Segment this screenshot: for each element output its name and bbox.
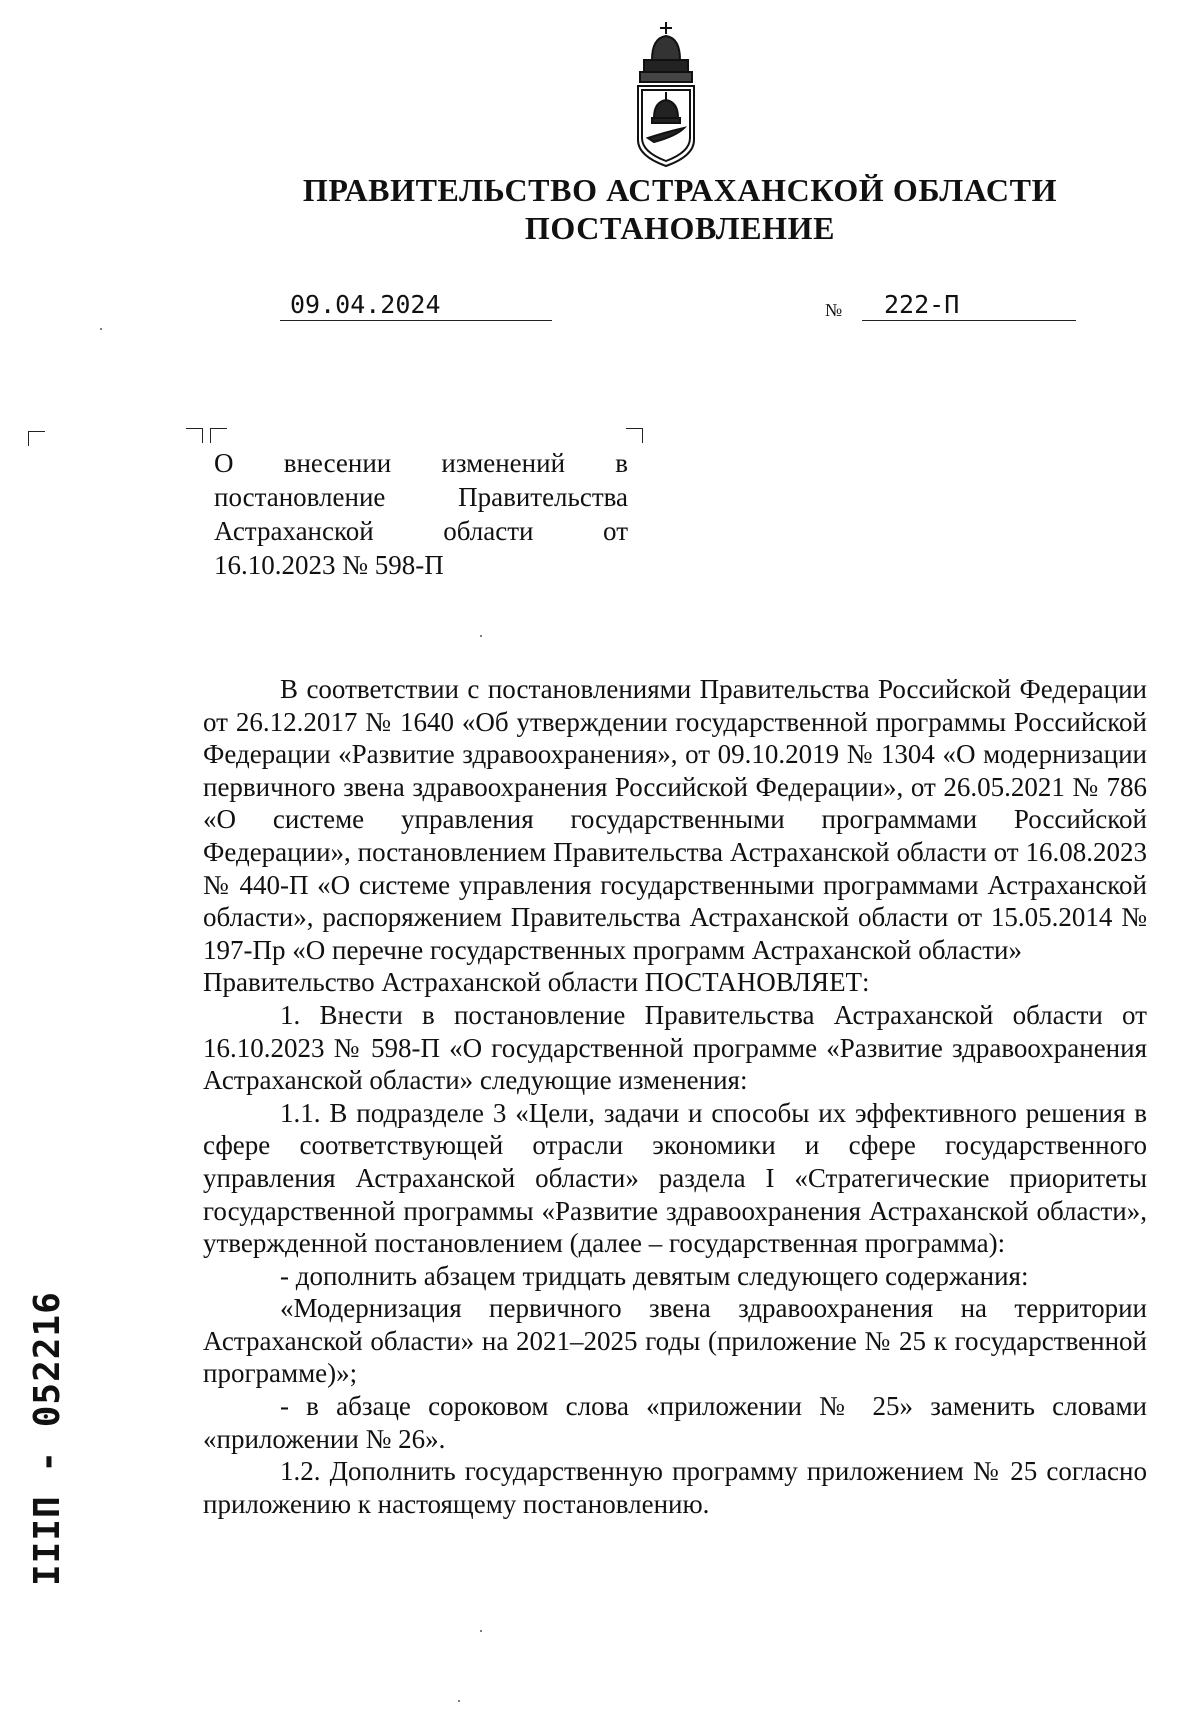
scan-speck — [480, 635, 482, 637]
preamble-paragraph: В соответствии с постановлениями Правительства Российской Федерации от 26.12.2017 № 1640 «Об утверждении государственной программы Российской Федерации «Развитие здравоохранения», от 09.10.2019 № 1304 «О модернизации первичного звена здравоохранения Российской Федерации», от 26.05.2021 № 786 «О системе управления государственными программами Российской Федерации», постановлением Правительства Астраханской области от 16.08.2023 № 440-П «О системе управления государственными программами Астраханской области», распоряжением Правительства Астраханской области от 15.05.2014 № 197-Пр «О перечне государственных программ Астраханской области» — [203, 674, 1147, 965]
item-1-1-paragraph: 1.1. В подразделе 3 «Цели, задачи и способы их эффективного решения в сфере соответствующей отрасли экономики и сфере государственного управления Астраханской области» раздела I «Стратегические приоритеты государственной программы «Развитие здравоохранения Астраханской области», утвержденной постановлением (далее – государственная программа): — [203, 1097, 1147, 1259]
number-sign: № — [825, 300, 843, 320]
document-type-title: ПОСТАНОВЛЕНИЕ — [524, 210, 836, 246]
item-1-2-paragraph: 1.2. Дополнить государственную программу приложением № 25 согласно приложению к настоящему постановлению. — [203, 1456, 1147, 1519]
item-1-paragraph: 1. Внести в постановление Правительства Астраханской области от 16.10.2023 № 598-П «О государственной программе «Развитие здравоохранения Астраханской области» следующие изменения: — [203, 999, 1147, 1096]
document-date: 09.04.2024 — [290, 290, 441, 319]
scan-speck — [100, 328, 102, 330]
amendment-quote: «Модернизация первичного звена здравоохранения на территории Астраханской области» на 2021–2025 годы (приложение № 25 к государственной программе)»; — [203, 1293, 1147, 1389]
date-underline — [280, 320, 552, 321]
document-number: 222-П — [884, 290, 960, 319]
organization-title: ПРАВИТЕЛЬСТВО АСТРАХАНСКОЙ ОБЛАСТИ — [302, 172, 1058, 208]
resolution-statement: Правительство Астраханской области ПОСТАНОВЛЯЕТ: — [203, 967, 870, 998]
scan-speck — [480, 1630, 482, 1632]
document-body — [203, 673, 1147, 1520]
margin-corner-mark — [28, 431, 45, 446]
number-underline — [862, 320, 1076, 321]
amendment-bullet: - в абзаце сороковом слова «приложении № 25» заменить словами «приложении № 26». — [203, 1391, 1147, 1454]
document-subject: О внесении изменений в постановление Правительства Астраханской области от 16.10.2023 № 598-П — [214, 448, 628, 580]
subject-corner-mark — [626, 428, 643, 443]
margin-stamp: ІІІП - 052216 — [27, 1291, 68, 1586]
scan-speck — [458, 1700, 460, 1702]
subject-corner-mark — [210, 428, 227, 443]
subject-corner-mark — [186, 428, 203, 443]
amendment-bullet: - дополнить абзацем тридцать девятым следующего содержания: — [280, 1260, 1029, 1291]
astrakhan-coat-of-arms-icon — [626, 20, 706, 170]
